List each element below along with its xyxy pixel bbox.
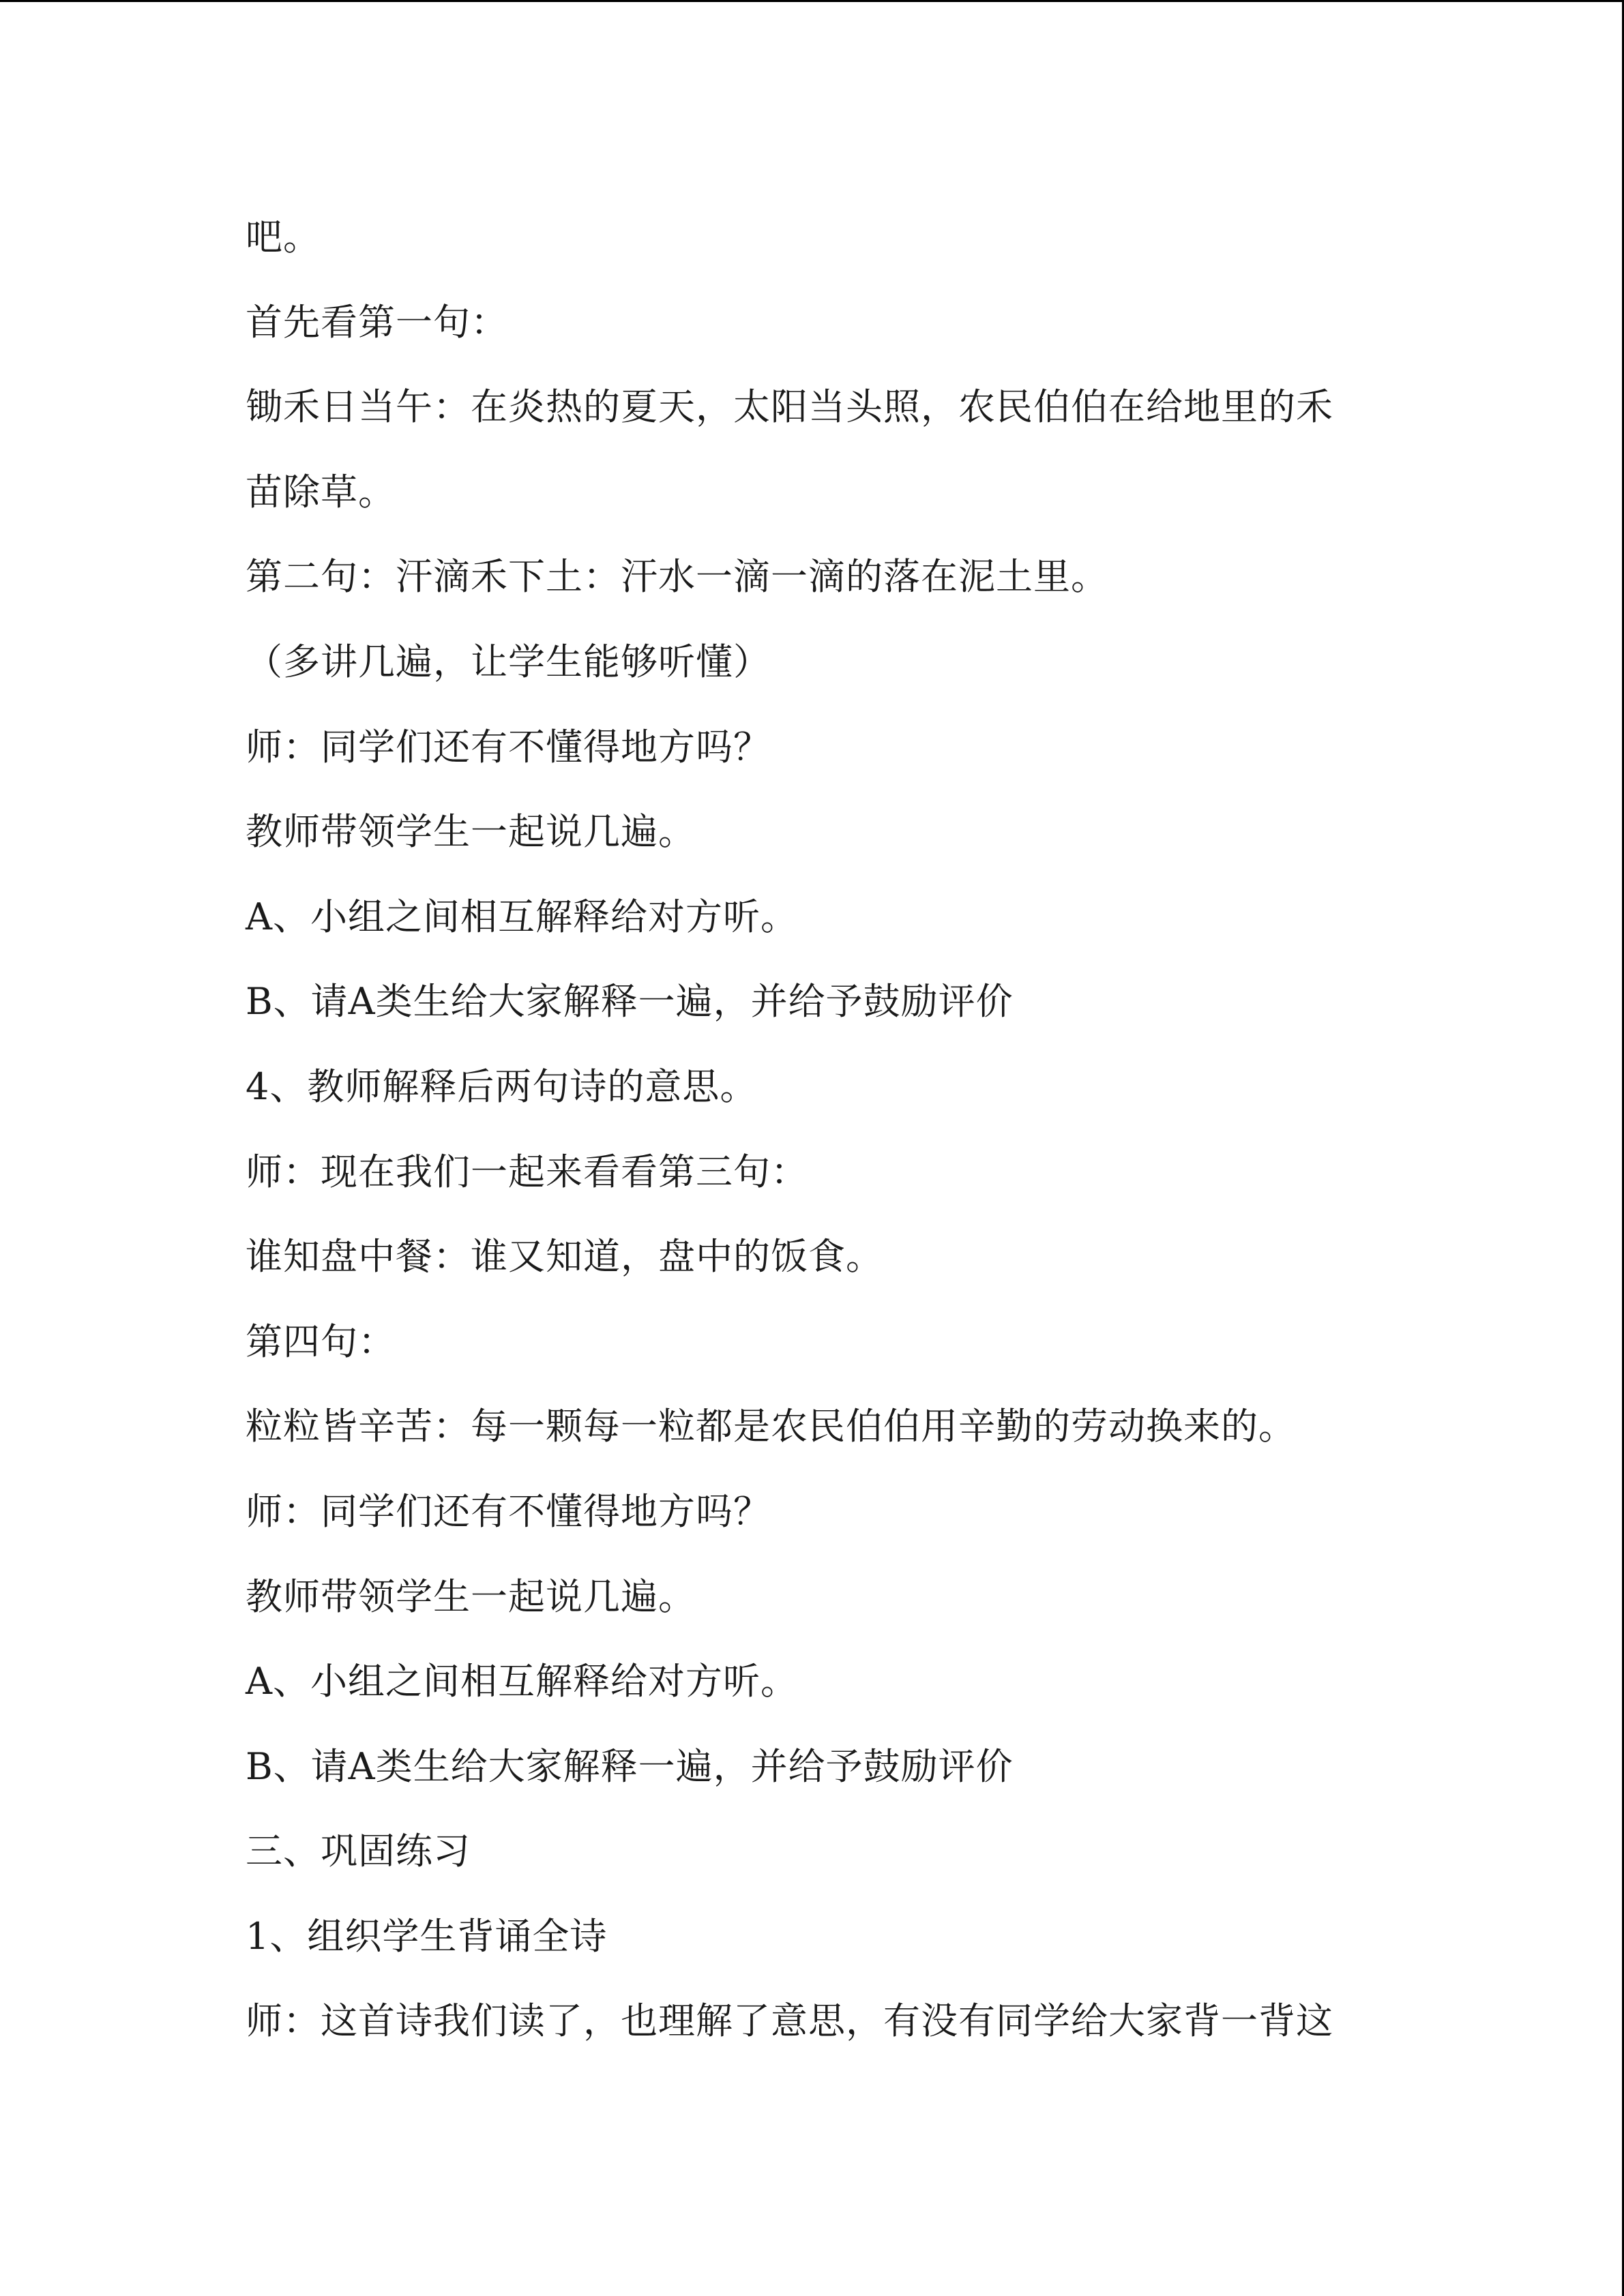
text-line-22: 师：这首诗我们读了，也理解了意思，有没有同学给大家背一背这 [246,1999,1333,2043]
text-line-12: 师：现在我们一起来看看第三句： [246,1150,808,1193]
text-line-3: 锄禾日当午：在炎热的夏天，太阳当头照，农民伯伯在给地里的禾 [246,385,1333,429]
text-line-20: 三、巩固练习 [246,1830,471,1873]
text-line-9: A、小组之间相互解释给对方听。 [246,895,798,938]
page-top-border [0,0,1624,2]
text-line-6: （多讲几遍，让学生能够听懂） [246,640,771,683]
text-line-2: 首先看第一句： [246,300,508,344]
text-line-7: 师：同学们还有不懂得地方吗？ [246,725,771,769]
text-line-19: B、请A类生给大家解释一遍，并给予鼓励评价 [246,1744,1014,1788]
text-line-5: 第二句：汗滴禾下土：汗水一滴一滴的落在泥土里。 [246,555,1108,599]
text-line-4: 苗除草。 [246,470,396,513]
text-line-14: 第四句： [246,1320,396,1363]
text-line-15: 粒粒皆辛苦：每一颗每一粒都是农民伯伯用辛勤的劳动换来的。 [246,1405,1296,1448]
text-line-17: 教师带领学生一起说几遍。 [246,1575,696,1618]
text-line-8: 教师带领学生一起说几遍。 [246,810,696,854]
text-line-16: 师：同学们还有不懂得地方吗？ [246,1489,771,1533]
text-line-21: 1、组织学生背诵全诗 [246,1914,608,1958]
text-line-1: 吧。 [246,215,321,258]
document-body [246,210,1405,2079]
text-line-10: B、请A类生给大家解释一遍，并给予鼓励评价 [246,980,1014,1024]
text-line-13: 谁知盘中餐：谁又知道，盘中的饭食。 [246,1235,883,1279]
text-line-11: 4、教师解释后两句诗的意思。 [246,1064,758,1108]
text-line-18: A、小组之间相互解释给对方听。 [246,1660,798,1703]
